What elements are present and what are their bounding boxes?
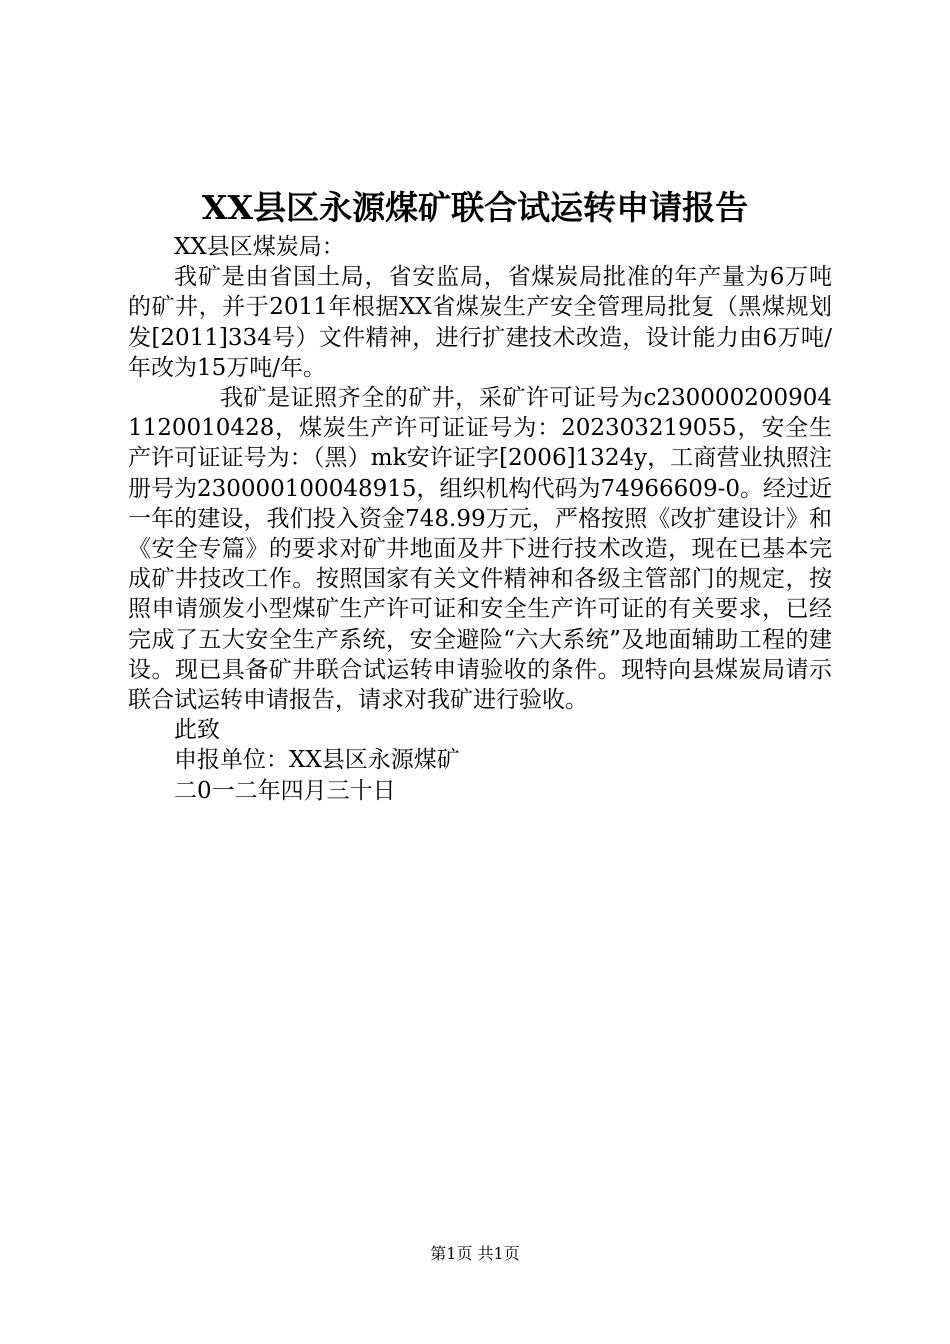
document-body <box>128 232 832 806</box>
page-footer: 第1页 共1页 <box>430 1244 520 1263</box>
salutation: XX县区煤炭局： <box>174 234 345 260</box>
paragraph-2: 我矿是证照齐全的矿井，采矿许可证号为c2300002009041120010428，煤炭生产许可证证号为：202303219055，安全生产许可证证号为：（黑）mk安许证字[2006]1324y，工商营业执照注册号为230000100048915，组织机构代码为74966609-0。经过近一年的建设，我们投入资金748.99万元，严格按照《改扩建设计》和《安全专篇》的要求对矿井地面及井下进行技术改造，现在已基本完成矿井技改工作。按照国家有关文件精神和各级主管部门的规定，按照申请颁发小型煤矿生产许可证和安全生产许可证的有关要求，已经完成了五大安全生产系统，安全避险“六大系统”及地面辅助工程的建设。现已具备矿井联合试运转申请验收的条件。现特向县煤炭局请示联合试运转申请报告，请求对我矿进行验收。 <box>128 385 832 714</box>
document-title: XX县区永源煤矿联合试运转申请报告 <box>201 188 749 227</box>
applicant-line: 申报单位：XX县区永源煤矿 <box>174 747 460 774</box>
date-line: 二0一二年四月三十日 <box>174 777 396 804</box>
paragraph-1: 我矿是由省国土局，省安监局，省煤炭局批准的年产量为6万吨的矿井，并于2011年根据XX省煤炭生产安全管理局批复（黑煤规划发[2011]334号）文件精神，进行扩建技术改造，设计能力由6万吨/年改为15万吨/年。 <box>128 264 832 381</box>
closing: 此致 <box>174 717 220 744</box>
